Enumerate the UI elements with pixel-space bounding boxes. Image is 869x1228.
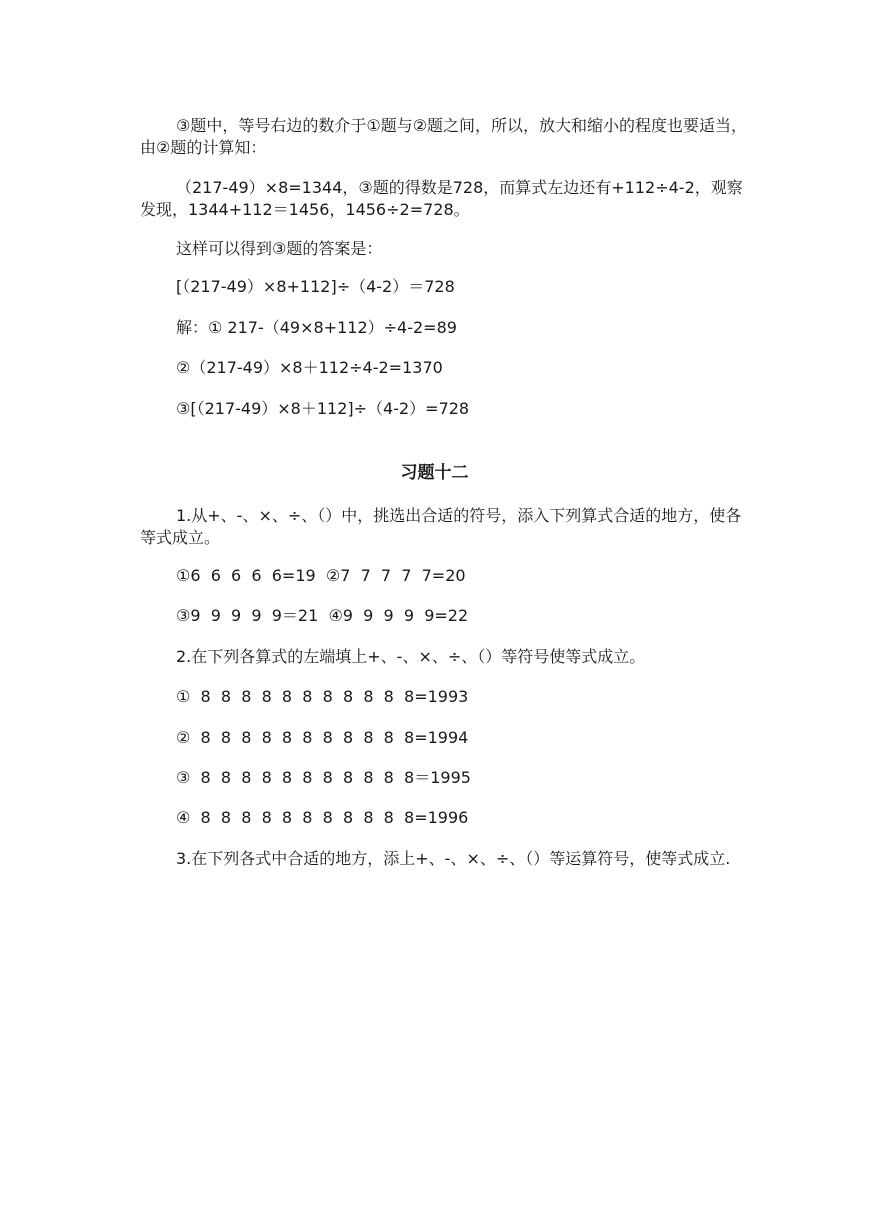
solution-line-3: ③[（217-49）×8＋112]÷（4-2）=728 [176, 399, 470, 418]
question-1-line-2: ③9 9 9 9 9＝21 ④9 9 9 9 9=22 [176, 606, 469, 625]
question-1-line-1: ①6 6 6 6 6=19 ②7 7 7 7 7=20 [176, 566, 466, 585]
answer-intro-line: 这样可以得到③题的答案是： [176, 239, 383, 258]
solution-line-1: 解：① 217-（49×8+112）÷4-2=89 [176, 318, 457, 337]
question-2-line-2: ② 8 8 8 8 8 8 8 8 8 8 8=1994 [176, 728, 469, 747]
intro-paragraph-1: ③题中，等号右边的数介于①题与②题之间，所以，放大和缩小的程度也要适当，由②题的计算知： [140, 116, 748, 157]
exercise-title: 习题十二 [400, 463, 469, 483]
question-3: 3.在下列各式中合适的地方，添上+、-、×、÷、（）等运算符号，使等式成立. [176, 849, 731, 868]
solution-line-2: ②（217-49）×8＋112÷4-2=1370 [176, 358, 443, 377]
question-1: 1.从+、-、×、÷、（）中，挑选出合适的符号，添入下列算式合适的地方，使各等式成立。 [140, 506, 742, 547]
answer-expression: [（217-49）×8+112]÷（4-2）＝728 [176, 277, 455, 296]
question-2-line-1: ① 8 8 8 8 8 8 8 8 8 8 8=1993 [176, 687, 469, 706]
question-2-line-4: ④ 8 8 8 8 8 8 8 8 8 8 8=1996 [176, 808, 469, 827]
intro-paragraph-2: （217-49）×8=1344，③题的得数是728，而算式左边还有+112÷4-2，观察发现，1344+112＝1456，1456÷2=728。 [140, 178, 743, 219]
question-2: 2.在下列各算式的左端填上+、-、×、÷、（）等符号使等式成立。 [176, 647, 646, 666]
question-2-line-3: ③ 8 8 8 8 8 8 8 8 8 8 8＝1995 [176, 768, 471, 787]
